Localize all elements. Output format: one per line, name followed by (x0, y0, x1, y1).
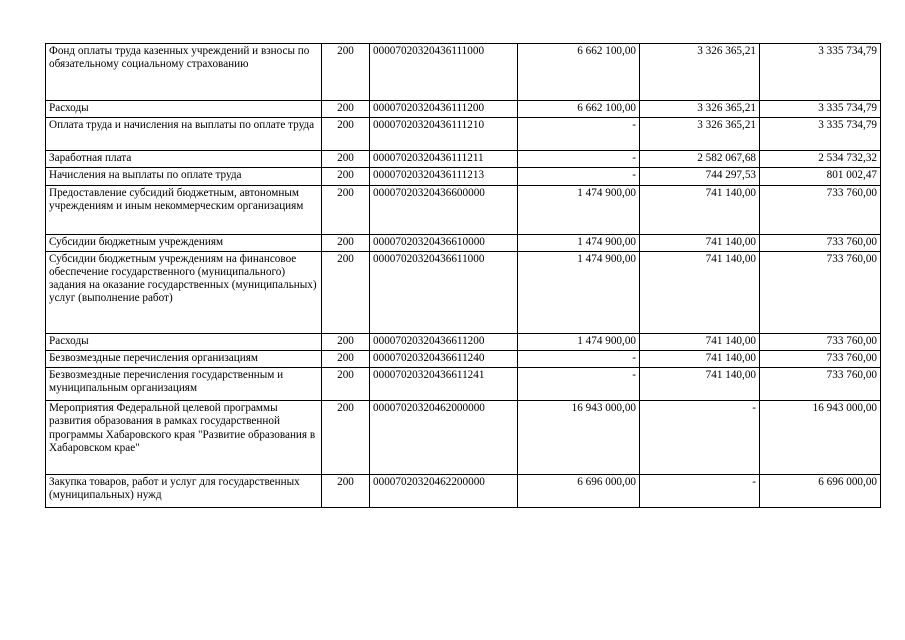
row-approved: 1 474 900,00 (518, 185, 640, 234)
row-budget-code: 00007020320436611241 (370, 368, 518, 401)
budget-execution-table (45, 43, 881, 508)
row-budget-code: 00007020320436611200 (370, 333, 518, 350)
row-unexecuted: 733 760,00 (760, 351, 881, 368)
row-approved: 1 474 900,00 (518, 234, 640, 251)
row-approved: 6 696 000,00 (518, 475, 640, 508)
row-budget-code: 00007020320436111213 (370, 168, 518, 185)
row-name: Субсидии бюджетным учреждениям на финансовое обеспечение государственного (муниципального) задания на оказание государственных (муниципальных) услуг (выполнение работ) (46, 251, 322, 333)
row-unexecuted: 3 335 734,79 (760, 118, 881, 151)
row-budget-code: 00007020320436111210 (370, 118, 518, 151)
row-name: Фонд оплаты труда казенных учреждений и взносы по обязательному социальному страхованию (46, 44, 322, 101)
row-approved: 16 943 000,00 (518, 401, 640, 475)
row-name: Расходы (46, 333, 322, 350)
row-approved: - (518, 351, 640, 368)
row-line-code: 200 (322, 151, 370, 168)
row-name: Субсидии бюджетным учреждениям (46, 234, 322, 251)
row-unexecuted: 733 760,00 (760, 234, 881, 251)
row-line-code: 200 (322, 185, 370, 234)
table-row (46, 368, 881, 401)
row-budget-code: 00007020320436111211 (370, 151, 518, 168)
row-unexecuted: 6 696 000,00 (760, 475, 881, 508)
row-name: Предоставление субсидий бюджетным, автономным учреждениям и иным некоммерческим организациям (46, 185, 322, 234)
row-line-code: 200 (322, 118, 370, 151)
row-line-code: 200 (322, 401, 370, 475)
row-name: Расходы (46, 101, 322, 118)
row-approved: 6 662 100,00 (518, 101, 640, 118)
row-budget-code: 00007020320436600000 (370, 185, 518, 234)
table-row (46, 401, 881, 475)
row-line-code: 200 (322, 368, 370, 401)
row-budget-code: 00007020320436111000 (370, 44, 518, 101)
row-name: Заработная плата (46, 151, 322, 168)
row-approved: 6 662 100,00 (518, 44, 640, 101)
table-row (46, 475, 881, 508)
row-executed: 741 140,00 (640, 234, 760, 251)
row-unexecuted: 3 335 734,79 (760, 101, 881, 118)
row-line-code: 200 (322, 251, 370, 333)
row-approved: - (518, 151, 640, 168)
row-executed: 741 140,00 (640, 333, 760, 350)
row-executed: - (640, 475, 760, 508)
row-approved: 1 474 900,00 (518, 251, 640, 333)
row-approved: - (518, 168, 640, 185)
table-row (46, 185, 881, 234)
table-row (46, 118, 881, 151)
row-line-code: 200 (322, 475, 370, 508)
row-executed: 3 326 365,21 (640, 44, 760, 101)
row-executed: 3 326 365,21 (640, 101, 760, 118)
row-executed: 3 326 365,21 (640, 118, 760, 151)
table-row (46, 234, 881, 251)
row-approved: - (518, 368, 640, 401)
row-name: Оплата труда и начисления на выплаты по оплате труда (46, 118, 322, 151)
row-name: Начисления на выплаты по оплате труда (46, 168, 322, 185)
row-executed: 741 140,00 (640, 251, 760, 333)
row-budget-code: 00007020320436611240 (370, 351, 518, 368)
table-row (46, 44, 881, 101)
row-executed: 741 140,00 (640, 351, 760, 368)
row-approved: - (518, 118, 640, 151)
row-budget-code: 00007020320436111200 (370, 101, 518, 118)
row-budget-code: 00007020320462200000 (370, 475, 518, 508)
row-line-code: 200 (322, 168, 370, 185)
row-line-code: 200 (322, 101, 370, 118)
table-body (46, 44, 881, 508)
table-row (46, 333, 881, 350)
table-row (46, 101, 881, 118)
table-row (46, 151, 881, 168)
table-row (46, 168, 881, 185)
table-row (46, 251, 881, 333)
row-unexecuted: 2 534 732,32 (760, 151, 881, 168)
row-unexecuted: 3 335 734,79 (760, 44, 881, 101)
row-line-code: 200 (322, 234, 370, 251)
row-unexecuted: 733 760,00 (760, 333, 881, 350)
row-executed: 741 140,00 (640, 185, 760, 234)
row-unexecuted: 733 760,00 (760, 251, 881, 333)
row-unexecuted: 16 943 000,00 (760, 401, 881, 475)
row-name: Безвозмездные перечисления государственным и муниципальным организациям (46, 368, 322, 401)
row-unexecuted: 801 002,47 (760, 168, 881, 185)
row-name: Безвозмездные перечисления организациям (46, 351, 322, 368)
row-approved: 1 474 900,00 (518, 333, 640, 350)
row-unexecuted: 733 760,00 (760, 185, 881, 234)
row-budget-code: 00007020320436611000 (370, 251, 518, 333)
row-line-code: 200 (322, 44, 370, 101)
row-executed: 741 140,00 (640, 368, 760, 401)
row-line-code: 200 (322, 333, 370, 350)
row-budget-code: 00007020320436610000 (370, 234, 518, 251)
row-name: Закупка товаров, работ и услуг для государственных (муниципальных) нужд (46, 475, 322, 508)
row-executed: 2 582 067,68 (640, 151, 760, 168)
row-budget-code: 00007020320462000000 (370, 401, 518, 475)
table-row (46, 351, 881, 368)
row-unexecuted: 733 760,00 (760, 368, 881, 401)
row-executed: - (640, 401, 760, 475)
row-name: Мероприятия Федеральной целевой программы развития образования в рамках государственной программы Хабаровского края "Развитие образования в Хабаровском крае" (46, 401, 322, 475)
row-executed: 744 297,53 (640, 168, 760, 185)
row-line-code: 200 (322, 351, 370, 368)
